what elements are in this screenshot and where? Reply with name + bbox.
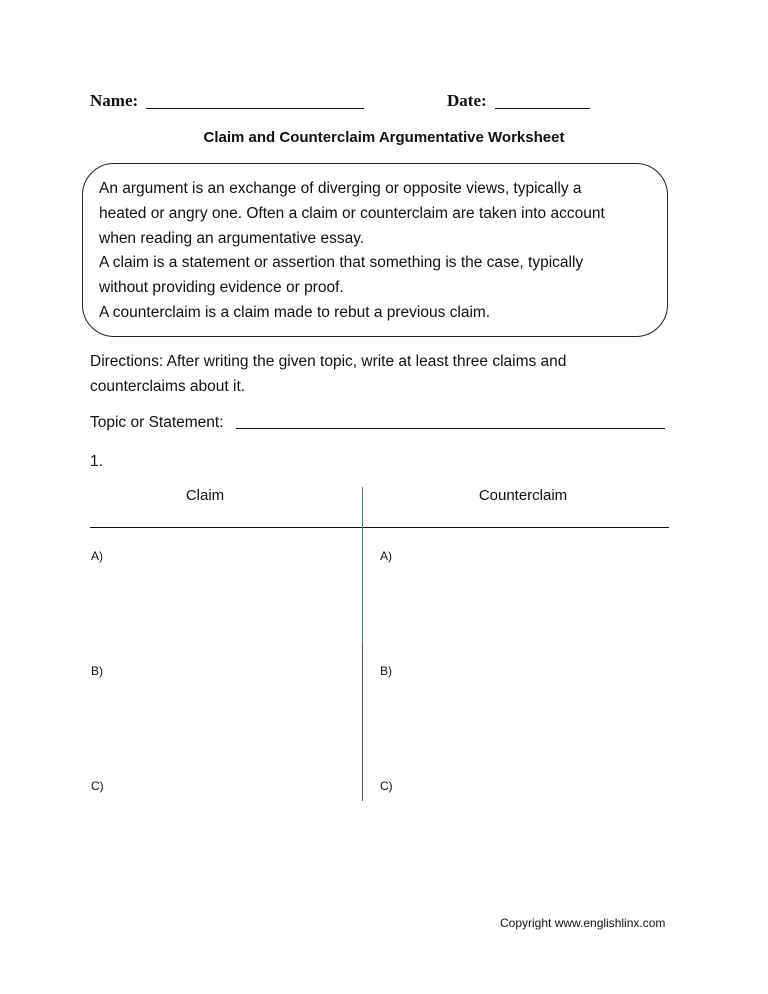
topic-field-line[interactable]	[236, 428, 665, 429]
name-label: Name:	[90, 91, 139, 110]
directions	[90, 350, 566, 399]
counterclaim-c-label: C)	[380, 779, 393, 793]
claim-c-label: C)	[91, 779, 104, 793]
definition-line: when reading an argumentative essay.	[99, 229, 365, 247]
directions-line: counterclaims about it.	[90, 377, 246, 395]
definitions-text	[99, 177, 605, 326]
counterclaim-header: Counterclaim	[478, 487, 568, 504]
column-divider-top	[362, 487, 363, 644]
date-label: Date:	[447, 91, 487, 110]
topic-label: Topic or Statement:	[90, 414, 224, 431]
directions-line: Directions: After writing the given topic, write at least three claims and	[90, 353, 567, 370]
table-header-divider	[90, 527, 669, 528]
claim-a-label: A)	[91, 549, 103, 563]
counterclaim-b-label: B)	[380, 664, 392, 678]
definition-line: heated or angry one. Often a claim or counterclaim are taken into account	[99, 204, 605, 222]
definition-line: A claim is a statement or assertion that something is the case, typically	[99, 254, 584, 272]
claim-b-label: B)	[91, 664, 103, 678]
date-field-line[interactable]	[495, 108, 590, 109]
worksheet-title: Claim and Counterclaim Argumentative Worksheet	[203, 129, 565, 146]
name-field-line[interactable]	[146, 108, 364, 109]
claim-header: Claim	[185, 487, 225, 504]
column-divider-bottom	[362, 644, 363, 801]
counterclaim-a-label: A)	[380, 549, 392, 563]
definition-line: A counterclaim is a claim made to rebut a previous claim.	[99, 303, 491, 321]
copyright-footer: Copyright www.englishlinx.com	[500, 916, 666, 930]
definition-line: without providing evidence or proof.	[99, 279, 344, 297]
item-number: 1.	[90, 453, 103, 470]
definition-line: An argument is an exchange of diverging or opposite views, typically a	[99, 180, 582, 197]
